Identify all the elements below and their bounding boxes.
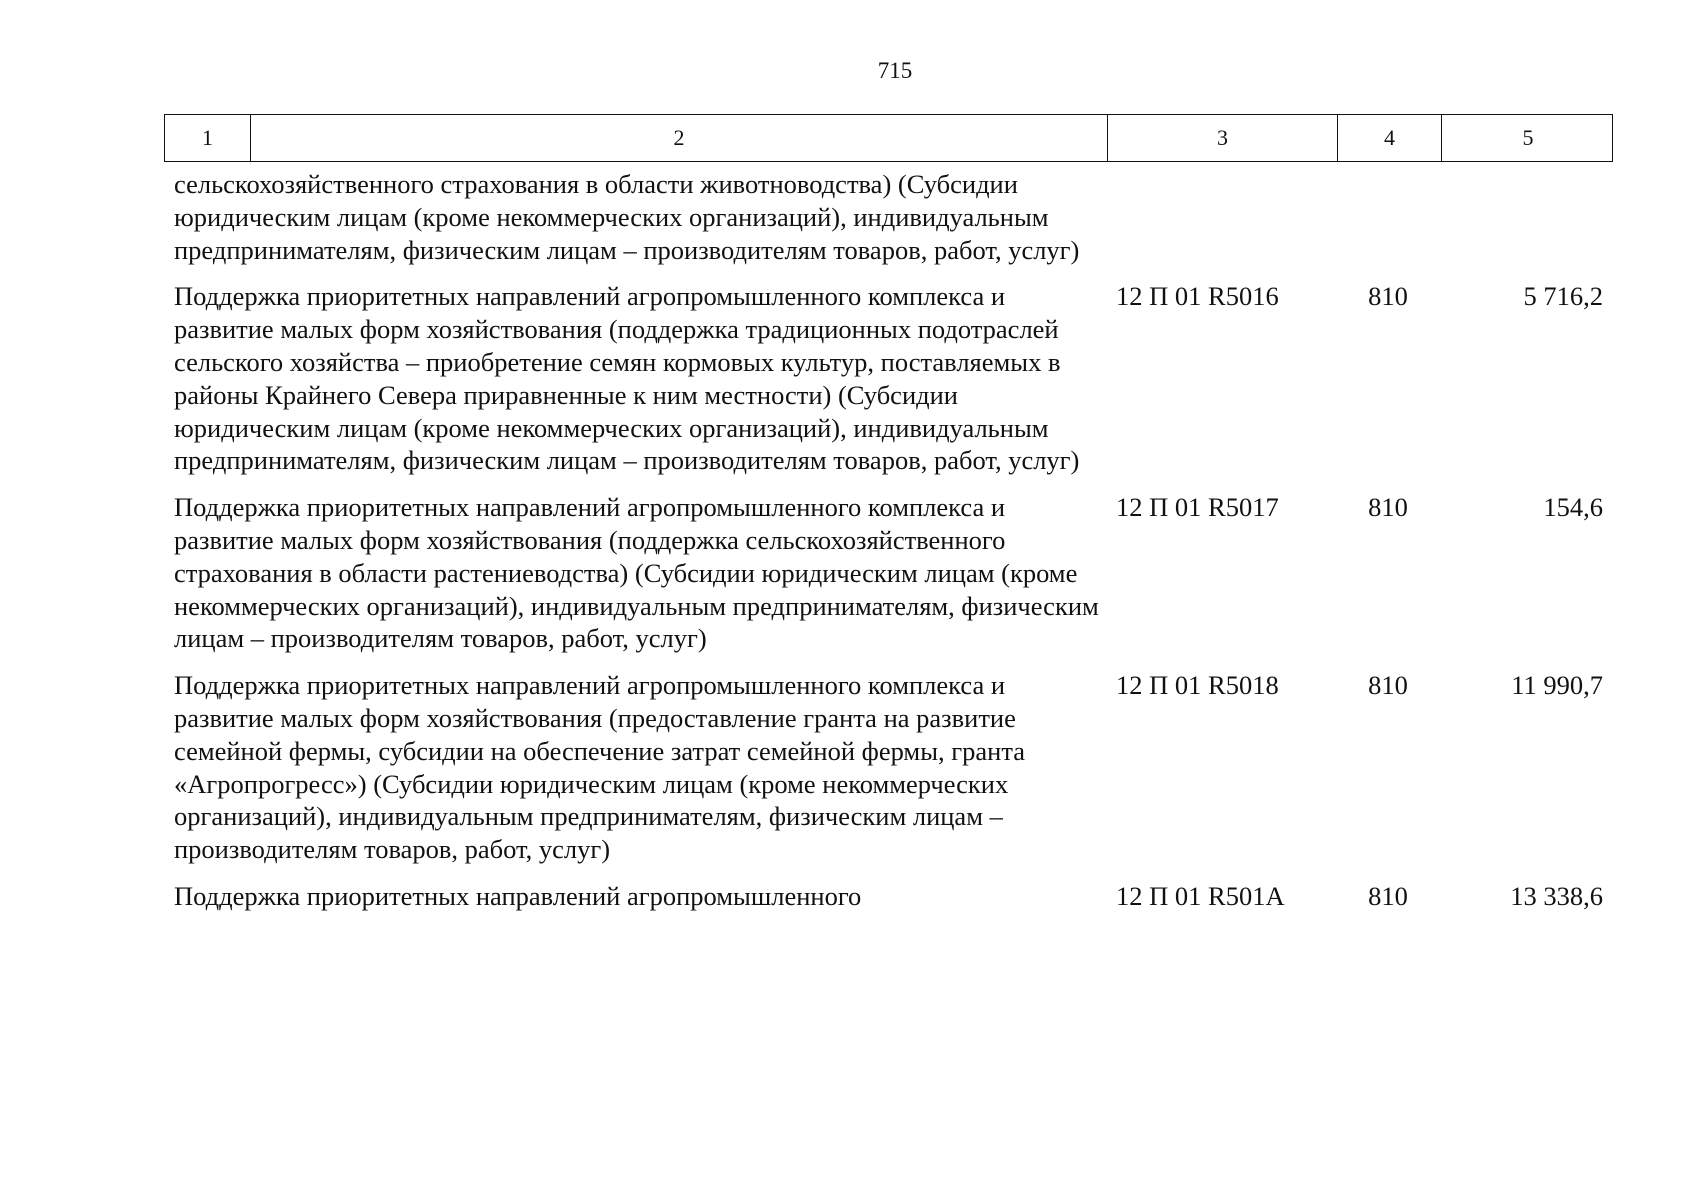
row-code: 12 П 01 R501А bbox=[1116, 880, 1285, 911]
row-description: Поддержка приоритетных направлений агропромышленного bbox=[174, 880, 862, 911]
row-amount: 154,6 bbox=[1543, 492, 1603, 523]
row-code bbox=[1106, 168, 1336, 266]
row-code: 12 П 01 R5018 bbox=[1116, 670, 1279, 701]
header-col-1: 1 bbox=[202, 125, 213, 150]
row-description: Поддержка приоритетных направлений агропромышленного комплекса и развитие малых форм хозяйствования (поддержка сельскохозяйственного страхования в области растениеводства) (Субсидии юридическим лицам (кроме некоммерческих организаций), индивидуальным предпринимателям, физическим лицам – производителям товаров, работ, услуг) bbox=[174, 492, 1099, 654]
table-row bbox=[164, 669, 1613, 866]
row-code: 12 П 01 R5016 bbox=[1116, 281, 1279, 312]
row-code: 12 П 01 R5017 bbox=[1116, 492, 1279, 523]
row-amount: 5 716,2 bbox=[1523, 281, 1603, 312]
row-expense-type: 810 bbox=[1368, 880, 1408, 911]
table-header-row bbox=[164, 114, 1613, 162]
table-row bbox=[164, 880, 1613, 913]
table-row bbox=[164, 280, 1613, 477]
row-description: сельскохозяйственного страхования в области животноводства) (Субсидии юридическим лицам (кроме некоммерческих организаций), индивидуальным предпринимателям, физическим лицам – производителям товаров, работ, услуг) bbox=[174, 169, 1080, 265]
row-description: Поддержка приоритетных направлений агропромышленного комплекса и развитие малых форм хозяйствования (поддержка традиционных подотраслей сельского хозяйства – приобретение семян кормовых культур, поставляемых в районы Крайнего Севера приравненные к ним местности) (Субсидии юридическим лицам (кроме некоммерческих организаций), индивидуальным предпринимателям, физическим лицам – производителям товаров, работ, услуг) bbox=[174, 281, 1080, 476]
page-number: 715 bbox=[877, 58, 913, 83]
header-col-3: 3 bbox=[1107, 115, 1337, 161]
header-col-2: 2 bbox=[250, 115, 1107, 161]
row-expense-type: 810 bbox=[1368, 492, 1408, 523]
row-expense-type: 810 bbox=[1368, 281, 1408, 312]
row-expense-type: 810 bbox=[1368, 670, 1408, 701]
row-amount: 11 990,7 bbox=[1511, 670, 1603, 701]
header-col-4: 4 bbox=[1337, 115, 1441, 161]
header-col-5: 5 bbox=[1441, 115, 1614, 161]
row-description: Поддержка приоритетных направлений агропромышленного комплекса и развитие малых форм хозяйствования (предоставление гранта на развитие семейной фермы, субсидии на обеспечение затрат семейной фермы, гранта «Агропрогресс») (Субсидии юридическим лицам (кроме некоммерческих организаций), индивидуальным предпринимателям, физическим лицам – производителям товаров, работ, услуг) bbox=[174, 670, 1025, 865]
table-row bbox=[164, 491, 1613, 655]
table-body bbox=[164, 168, 1613, 927]
row-amount bbox=[1440, 168, 1613, 266]
row-amount: 13 338,6 bbox=[1510, 880, 1603, 911]
row-expense-type bbox=[1336, 168, 1440, 266]
table-row bbox=[164, 168, 1613, 266]
